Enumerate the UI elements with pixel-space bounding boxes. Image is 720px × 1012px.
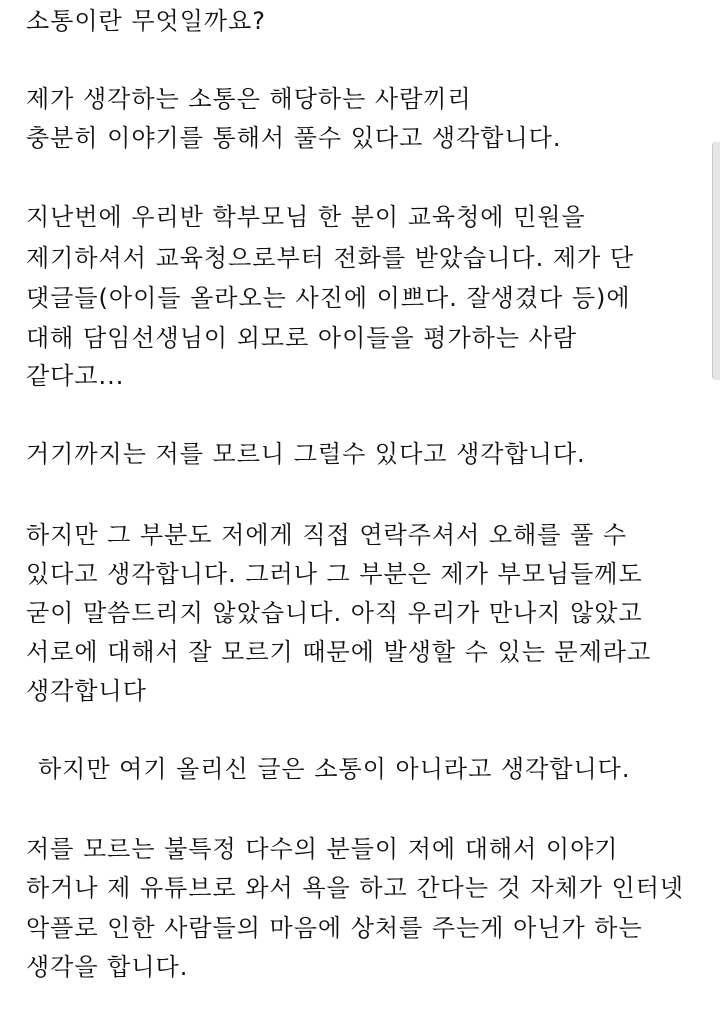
text-line: 지난번에 우리반 학부모님 한 분이 교육청에 민원을 [26, 203, 586, 231]
text-line: 하지만 여기 올리신 글은 소통이 아니라고 생각합니다. [38, 755, 631, 783]
text-line: 서로에 대해서 잘 모르기 때문에 발생할 수 있는 문제라고 [26, 638, 652, 666]
text-line: 소통이란 무엇일까요? [26, 7, 267, 35]
text-line: 하지만 그 부분도 저에게 직접 연락주셔서 오해를 풀 수 [26, 521, 628, 549]
text-line: 저를 모르는 불특정 다수의 분들이 저에 대해서 이야기 [26, 835, 619, 863]
text-line: 있다고 생각합니다. 그러나 그 부분은 제가 부모님들께도 [26, 560, 643, 588]
text-line: 하거나 제 유튜브로 와서 욕을 하고 간다는 것 자체가 인터넷 [26, 874, 685, 902]
text-line: 댓글들(아이들 올라오는 사진에 이쁘다. 잘생겼다 등)에 [26, 284, 631, 312]
text-line: 생각합니다 [26, 677, 147, 705]
text-line: 같다고... [26, 362, 125, 390]
text-line: 제가 생각하는 소통은 해당하는 사람끼리 [26, 85, 472, 113]
text-line: 굳이 말씀드리지 않았습니다. 아직 우리가 만나지 않았고 [26, 599, 643, 627]
text-line: 제기하셔서 교육청으로부터 전화를 받았습니다. 제가 단 [26, 244, 635, 272]
text-line: 거기까지는 저를 모르니 그럴수 있다고 생각합니다. [26, 440, 586, 468]
text-line: 생각을 합니다. [26, 953, 189, 981]
text-line: 충분히 이야기를 통해서 풀수 있다고 생각합니다. [26, 124, 562, 152]
scrollbar-thumb[interactable] [712, 142, 720, 380]
text-line: 대해 담임선생님이 외모로 아이들을 평가하는 사람 [26, 324, 578, 352]
text-line: 악플로 인한 사람들의 마음에 상처를 주는게 아닌가 하는 [26, 914, 643, 942]
